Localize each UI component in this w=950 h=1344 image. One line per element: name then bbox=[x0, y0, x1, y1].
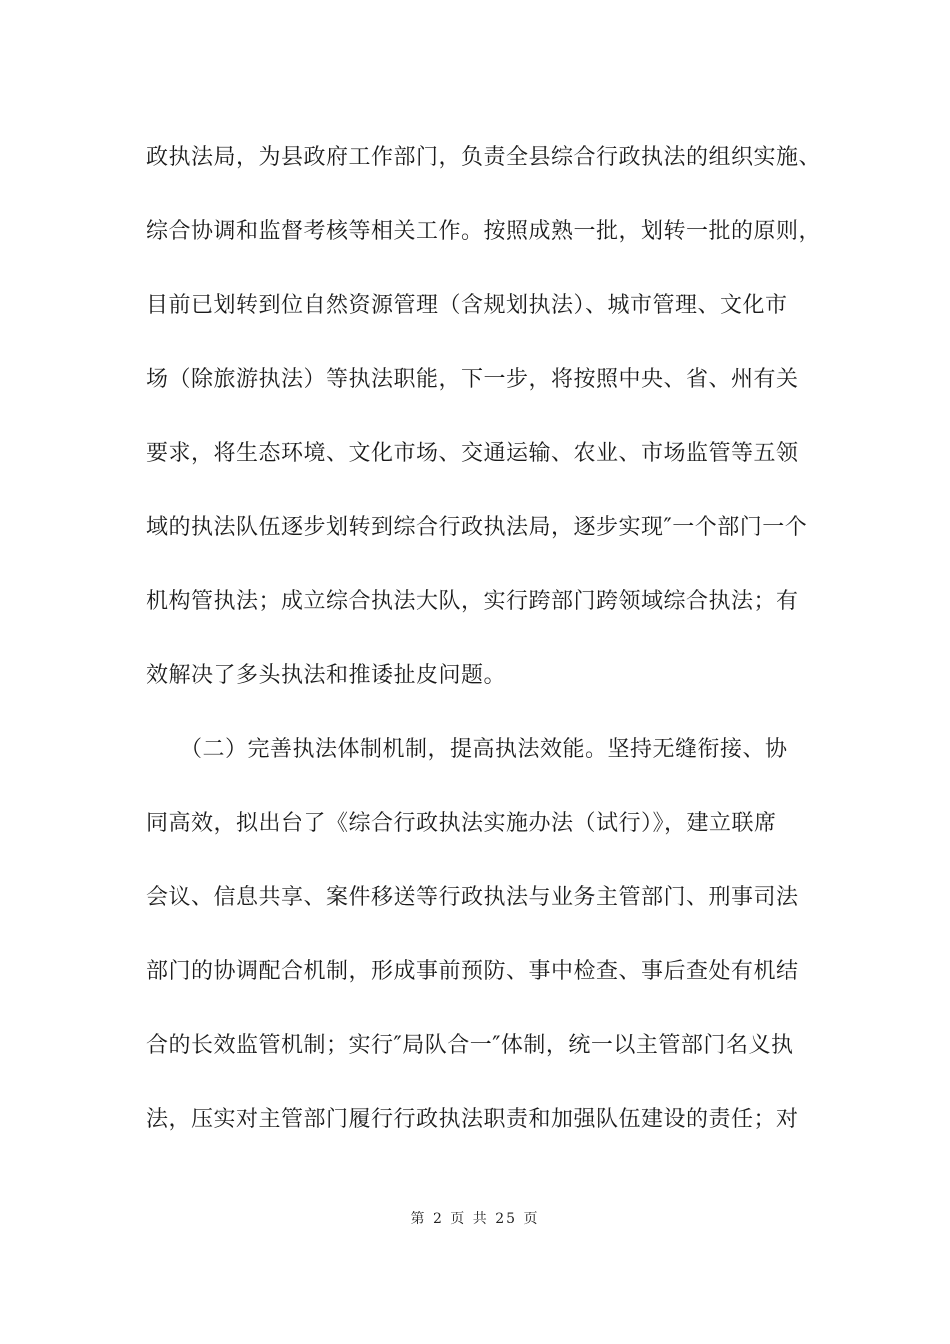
text-line: 会议、信息共享、案件移送等行政执法与业务主管部门、刑事司法 bbox=[146, 885, 799, 910]
text-line: 法，压实对主管部门履行行政执法职责和加强队伍建设的责任；对 bbox=[146, 1107, 799, 1132]
text-line: 场（除旅游执法）等执法职能，下一步，将按照中央、省、州有关 bbox=[146, 367, 799, 392]
text-line: （二）完善执法体制机制，提高执法效能。坚持无缝衔接、协 bbox=[146, 737, 788, 762]
text-line: 机构管执法；成立综合执法大队，实行跨部门跨领域综合执法；有 bbox=[146, 589, 799, 614]
text-line: 目前已划转到位自然资源管理（含规划执法）、城市管理、文化市 bbox=[146, 293, 788, 318]
text-line: 域的执法队伍逐步划转到综合行政执法局，逐步实现″一个部门一个 bbox=[146, 515, 808, 540]
page-number: 第 2 页 共 25 页 bbox=[410, 1211, 540, 1227]
text-line: 同高效，拟出台了《综合行政执法实施办法（试行）》，建立联席 bbox=[146, 811, 777, 836]
body-text bbox=[146, 121, 826, 1157]
text-line: 政执法局，为县政府工作部门，负责全县综合行政执法的组织实施、 bbox=[146, 145, 822, 170]
text-line: 要求，将生态环境、文化市场、交通运输、农业、市场监管等五领 bbox=[146, 441, 799, 466]
text-line: 合的长效监管机制；实行″局队合一″体制，统一以主管部门名义执 bbox=[146, 1033, 794, 1058]
text-line: 部门的协调配合机制，形成事前预防、事中检查、事后查处有机结 bbox=[146, 959, 799, 984]
text-line: 效解决了多头执法和推诿扯皮问题。 bbox=[146, 663, 507, 688]
text-line: 综合协调和监督考核等相关工作。按照成熟一批，划转一批的原则， bbox=[146, 219, 822, 244]
